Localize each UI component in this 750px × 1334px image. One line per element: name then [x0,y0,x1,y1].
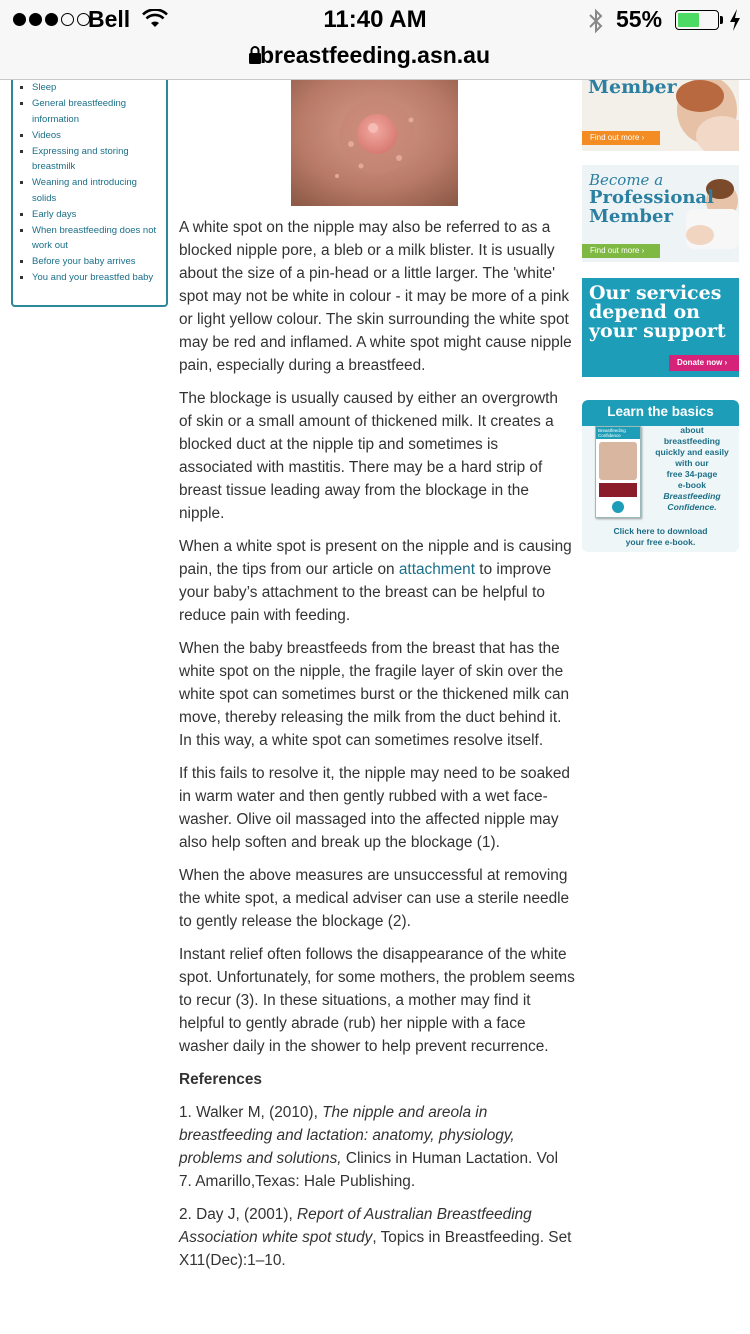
paragraph: When the baby breastfeeds from the breast that has the white spot on the nipple, the fragile layer of skin over the white spot can sometimes burst or the thickened milk can move, thereby releasing the milk from the duct behind it. In this way, a white spot can sometimes resolve itself. [179,640,570,749]
basics-line8: Confidence. [667,502,717,512]
donate-banner[interactable] [582,278,739,377]
attachment-link[interactable]: attachment [398,561,476,578]
nav-item-weaning[interactable]: Weaning and introducing solids [19,175,160,206]
ebook-cover-label: Breastfeeding Confidence [596,427,640,439]
basics-line6: e-book [677,480,707,490]
services-line1: Our services [589,282,722,304]
nav-item-general-info[interactable]: General breastfeeding information [19,96,160,127]
section-nav [11,80,168,307]
paragraph: When the above measures are unsuccessful at removing the white spot, a medical adviser can use a sterile needle to gently release the blockage (2). [179,867,570,930]
nav-item-early-days[interactable]: Early days [19,207,160,223]
reference-item: 2. Day J, (2001), Report of Australian Breastfeeding Association white spot study, Topics in Breastfeeding. Set X11(Dec):1–10. [179,1206,572,1269]
professional-line1: Become a [589,171,664,189]
nipple-photo [291,80,458,206]
professional-line3: Member [589,206,673,227]
ebook-banner[interactable] [582,400,739,552]
charging-icon [728,8,742,37]
paragraph: If this fails to resolve it, the nipple may need to be soaked in warm water and then gently rubbed with a wet face-washer. Olive oil massaged into the affected nipple may also help soften and break up the blockage (1). [179,765,570,851]
basics-line2: breastfeeding [663,436,721,446]
battery-percent: 55% [616,6,663,32]
paragraph: Instant relief often follows the disappearance of the white spot. Unfortunately, for some mothers, the problem seems to recur (3). In these situations, a mother may find it helpful to gently abrade (rub) her nipple with a face washer daily in the shower to help prevent recurrence. [179,946,575,1055]
status-bar [0,0,750,40]
nav-item-sleep[interactable]: Sleep [19,80,160,96]
member-banner[interactable] [582,80,739,151]
basics-line7: Breastfeeding [663,491,721,501]
article-body [179,216,575,1282]
references-heading: References [179,1071,262,1088]
download-cta-line1[interactable]: Click here to download [613,526,708,536]
url-domain[interactable]: breastfeeding.asn.au [259,42,491,68]
professional-member-banner[interactable] [582,165,739,262]
paragraph: When a white spot is present on the nipple and is causing pain, the tips from our article on attachment to improve your baby’s attachment to the breast can be helpful to reduce pain with feeding. [179,538,572,624]
paragraph: The blockage is usually caused by either an overgrowth of skin or a small amount of thickened milk. It creates a blocked duct at the nipple tip and sometimes is associated with mastitis. There may be a hard strip of breast tissue leading away from the blockage in the nipple. [179,390,558,522]
nav-item-videos[interactable]: Videos [19,128,160,144]
member-title: Member [588,80,677,98]
find-out-more-button[interactable]: Find out more › [582,131,660,145]
clock: 11:40 AM [323,6,427,33]
services-line2: depend on [589,301,700,323]
donate-now-button[interactable]: Donate now › [669,355,739,371]
find-out-more-button[interactable]: Find out more › [582,244,660,258]
nav-item-before-baby[interactable]: Before your baby arrives [19,254,160,270]
professional-line2: Professional [589,187,714,208]
carrier-name: Bell [88,6,131,32]
bluetooth-icon [586,8,606,39]
learn-basics-title: Learn the basics [607,404,714,419]
ebook-cover [595,426,641,518]
reference-item: 1. Walker M, (2010), The nipple and areola in breastfeeding and lactation: anatomy, physiology, problems and solutions, Clinics in Human Lactation. Vol 7. Amarillo,Texas: Hale Publishing. [179,1104,558,1190]
basics-line4: with our [675,458,709,468]
basics-line5: free 34-page [666,469,718,479]
nav-item-breastfed-baby[interactable]: You and your breastfed baby [19,270,160,286]
paragraph: A white spot on the nipple may also be referred to as a blocked nipple pore, a bleb or a milk blister. It is usually about the size of a pin-head or a little larger. The 'white' spot may not be white in colour - it may be more of a pink or light yellow colour. The skin surrounding the white spot may be red and inflamed. A white spot might cause nipple pain, especially during a breastfeed. [179,219,572,374]
nav-item-expressing[interactable]: Expressing and storing breastmilk [19,144,160,175]
basics-line1: about [680,425,704,435]
address-bar[interactable] [0,40,750,80]
battery-icon [675,10,719,30]
nav-item-not-work-out[interactable]: When breastfeeding does not work out [19,223,160,254]
services-line3: your support [589,320,726,342]
basics-line3: quickly and easily [655,447,729,457]
download-cta-line2[interactable]: your free e-book. [625,537,696,547]
